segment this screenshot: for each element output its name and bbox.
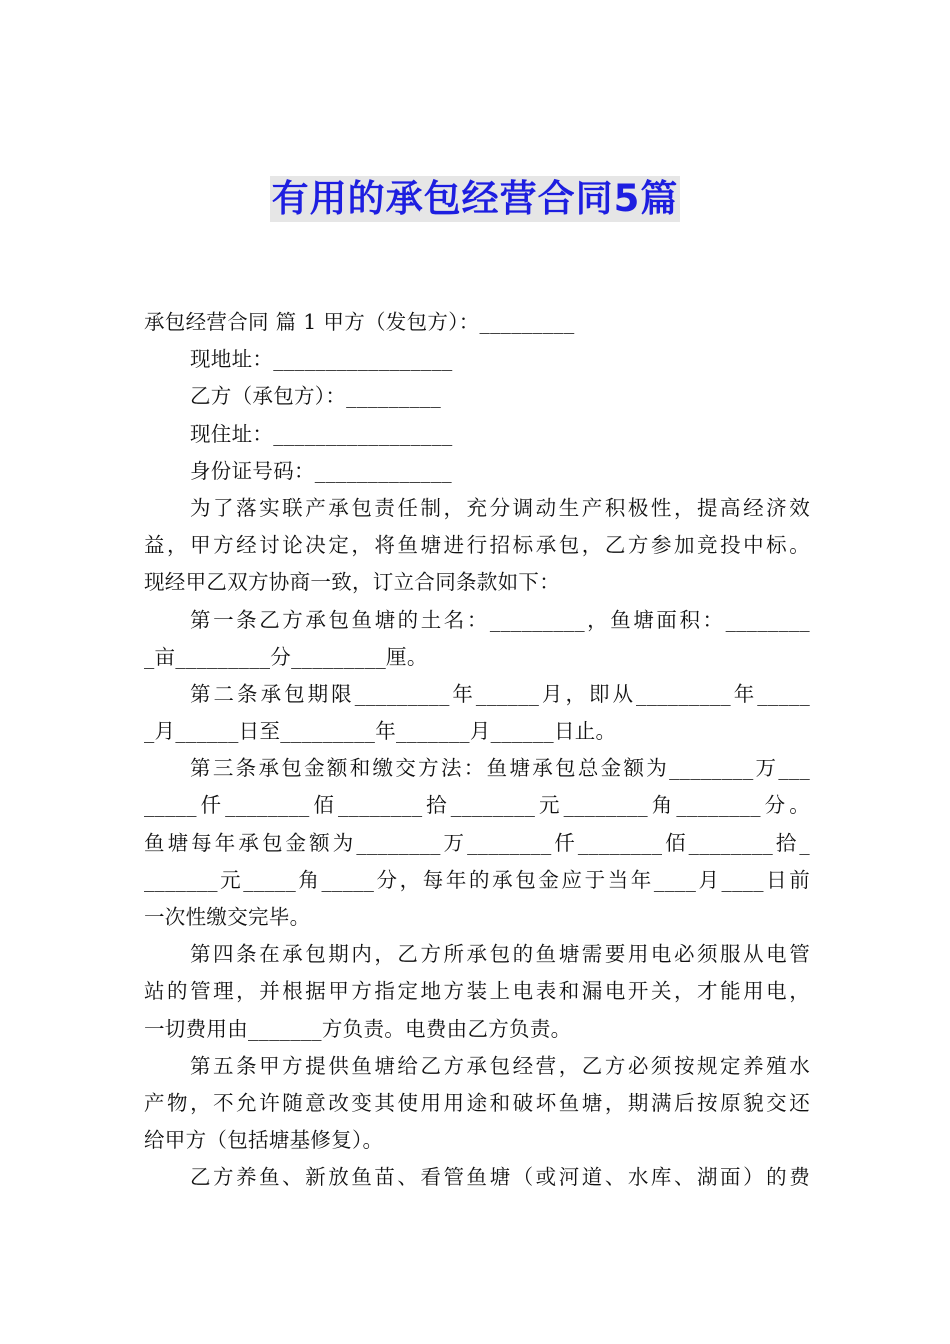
article-3-line: 第三条承包金额和缴交方法：鱼塘承包总金额为________万___ bbox=[190, 756, 810, 781]
article-2-line: _月______日至_________年_______月______日止。 bbox=[144, 719, 617, 744]
article-4-line: 站的管理，并根据甲方指定地方装上电表和漏电开关，才能用电， bbox=[144, 979, 810, 1004]
article-4-line: 一切费用由_______方负责。电费由乙方负责。 bbox=[144, 1016, 572, 1041]
article-3-line: _____仟________佰________拾________元________角________分。 bbox=[144, 793, 810, 818]
party-b-line: 乙方（承包方）：_________ bbox=[190, 384, 442, 409]
paragraph-line: 乙方养鱼、新放鱼苗、看管鱼塘（或河道、水库、湖面）的费 bbox=[190, 1165, 810, 1190]
article-1-line: 第一条乙方承包鱼塘的土名：_________，鱼塘面积：________ bbox=[190, 607, 810, 632]
party-a-address-line: 现地址：_________________ bbox=[190, 347, 453, 372]
article-3-line: 一次性缴交完毕。 bbox=[144, 905, 311, 929]
title-block bbox=[0, 176, 950, 222]
contract-body bbox=[144, 304, 810, 1197]
article-1-line: _亩_________分_________厘。 bbox=[144, 644, 428, 669]
document-title: 有用的承包经营合同5篇 bbox=[271, 177, 679, 220]
paragraph-line: 益，甲方经讨论决定，将鱼塘进行招标承包，乙方参加竞投中标。 bbox=[144, 533, 810, 558]
id-number-line: 身份证号码：_____________ bbox=[190, 458, 452, 483]
article-5-line: 给甲方（包括塘基修复）。 bbox=[144, 1128, 384, 1153]
article-4-line: 第四条在承包期内，乙方所承包的鱼塘需要用电必须服从电管 bbox=[190, 942, 810, 967]
article-2-line: 第二条承包期限_________年______月，即从_________年_____ bbox=[190, 681, 810, 706]
article-3-line: _______元_____角_____分，每年的承包金应于当年____月____日前 bbox=[144, 867, 810, 892]
article-5-line: 产物，不允许随意改变其使用用途和破坏鱼塘，期满后按原貌交还 bbox=[144, 1090, 810, 1115]
paragraph-line: 现经甲乙双方协商一致，订立合同条款如下： bbox=[144, 570, 560, 595]
contract-heading-line: 承包经营合同 篇 1 甲方（发包方）：_________ bbox=[144, 310, 575, 334]
party-b-address-line: 现住址：_________________ bbox=[190, 421, 453, 446]
article-3-line: 鱼塘每年承包金额为________万________仟________佰________拾_ bbox=[144, 830, 810, 855]
paragraph-line: 为了落实联产承包责任制，充分调动生产积极性，提高经济效 bbox=[190, 495, 810, 520]
article-5-line: 第五条甲方提供鱼塘给乙方承包经营，乙方必须按规定养殖水 bbox=[190, 1053, 810, 1078]
